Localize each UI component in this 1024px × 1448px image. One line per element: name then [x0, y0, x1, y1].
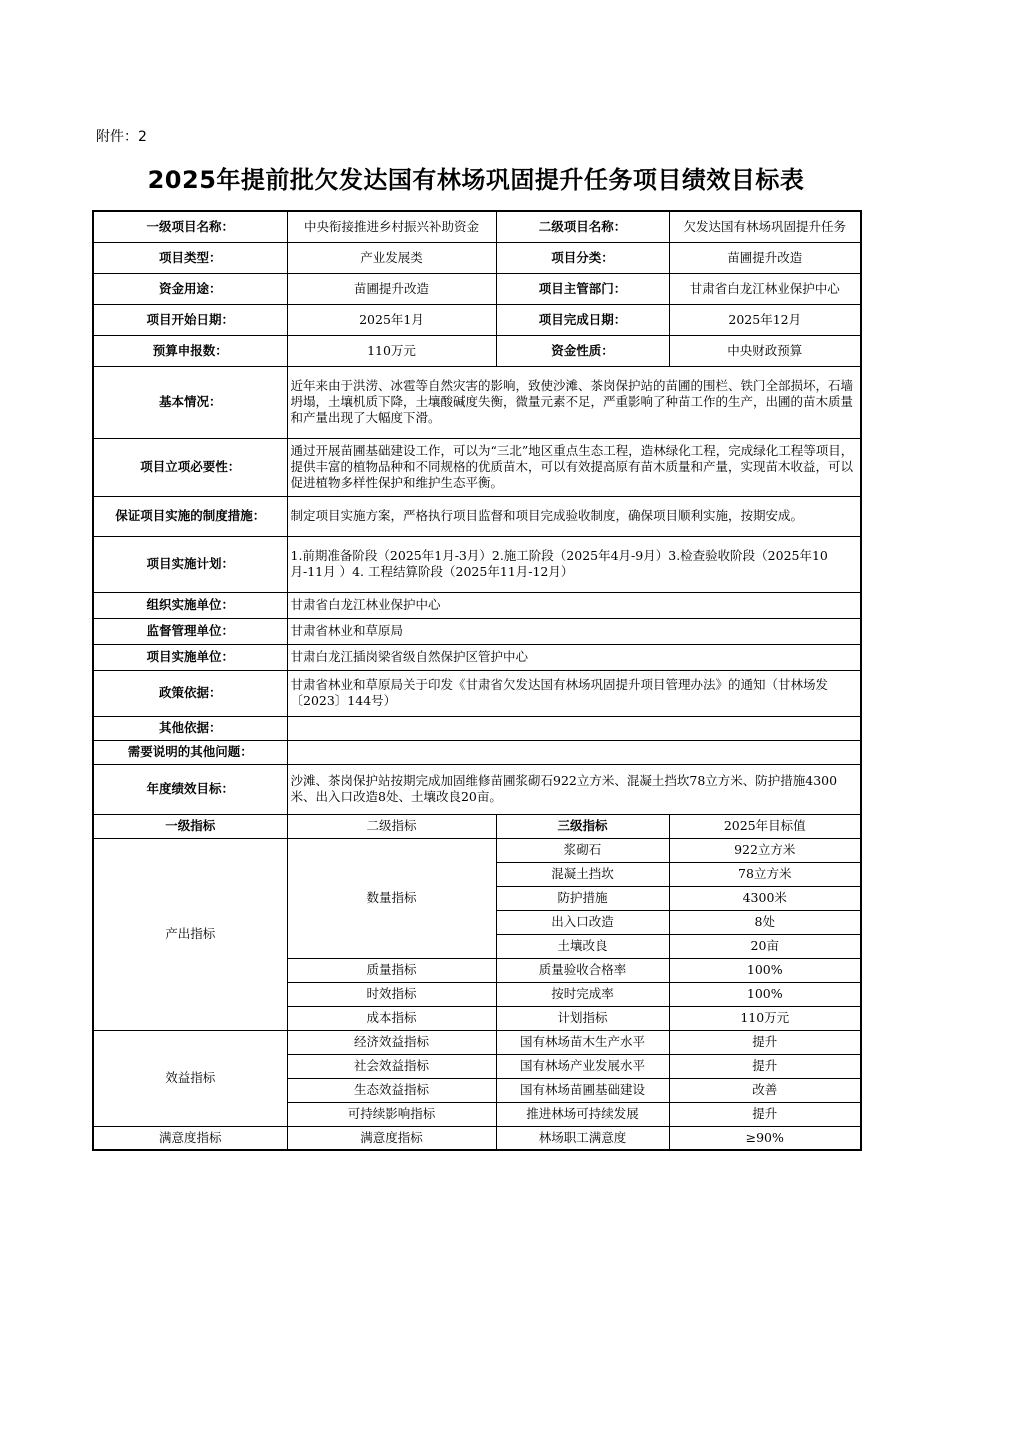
indicator-value: 提升	[669, 1102, 861, 1126]
output-indicator-label: 产出指标	[93, 838, 287, 1030]
performance-table	[92, 210, 862, 1151]
indicator-value: 100%	[669, 982, 861, 1006]
policy-label: 政策依据：	[93, 670, 287, 716]
annual-goal-label: 年度绩效目标：	[93, 764, 287, 814]
supervise-unit-value: 甘肃省林业和草原局	[287, 618, 861, 644]
basic-info-label: 基本情况：	[93, 366, 287, 438]
other-issues-value	[287, 740, 861, 764]
end-date-label: 项目完成日期：	[496, 304, 669, 335]
benefit-l2-label: 可持续影响指标	[287, 1102, 496, 1126]
fund-nature-label: 资金性质：	[496, 335, 669, 366]
fund-nature-value: 中央财政预算	[669, 335, 861, 366]
indicator-value: 改善	[669, 1078, 861, 1102]
other-issues-label: 需要说明的其他问题：	[93, 740, 287, 764]
org-unit-label: 组织实施单位：	[93, 592, 287, 618]
impl-unit-label: 项目实施单位：	[93, 644, 287, 670]
project-type-value: 产业发展类	[287, 242, 496, 273]
level2-name-value: 欠发达国有林场巩固提升任务	[669, 211, 861, 242]
indicator-value: 110万元	[669, 1006, 861, 1030]
indicator-name: 国有林场苗圃基础建设	[496, 1078, 669, 1102]
indicator-name: 浆砌石	[496, 838, 669, 862]
indicator-value: 78立方米	[669, 862, 861, 886]
quantity-indicator-label: 数量指标	[287, 838, 496, 958]
indicator-value: ≥90%	[669, 1126, 861, 1150]
indicator-name: 国有林场苗木生产水平	[496, 1030, 669, 1054]
indicator-value: 提升	[669, 1030, 861, 1054]
level1-name-value: 中央衔接推进乡村振兴补助资金	[287, 211, 496, 242]
cost-indicator-label: 成本指标	[287, 1006, 496, 1030]
other-basis-label: 其他依据：	[93, 716, 287, 740]
basic-info-value: 近年来由于洪涝、冰雹等自然灾害的影响，致使沙滩、茶岗保护站的苗圃的围栏、铁门全部损坏，石墙坍塌，土壤机质下降，土壤酸碱度失衡，微量元素不足，严重影响了种苗工作的生产，出圃的苗木质量和产量出现了大幅度下滑。	[287, 366, 861, 438]
indicator-name: 出入口改造	[496, 910, 669, 934]
indicator-name: 土壤改良	[496, 934, 669, 958]
indicator-value: 提升	[669, 1054, 861, 1078]
indicator-value: 4300米	[669, 886, 861, 910]
necessity-label: 项目立项必要性：	[93, 438, 287, 496]
indicator-value: 922立方米	[669, 838, 861, 862]
benefit-indicator-label: 效益指标	[93, 1030, 287, 1126]
annual-goal-value: 沙滩、茶岗保护站按期完成加固维修苗圃浆砌石922立方米、混凝土挡坎78立方米、防护措施4300米、出入口改造8处、土壤改良20亩。	[287, 764, 861, 814]
page-title: 2025年提前批欠发达国有林场巩固提升任务项目绩效目标表	[147, 166, 805, 194]
header-level2: 二级指标	[287, 814, 496, 838]
indicator-name: 质量验收合格率	[496, 958, 669, 982]
header-level1: 一级指标	[93, 814, 287, 838]
end-date-value: 2025年12月	[669, 304, 861, 335]
plan-value: 1.前期准备阶段（2025年1月-3月）2.施工阶段（2025年4月-9月）3.检查验收阶段（2025年10月-11月 ）4. 工程结算阶段（2025年11月-12月）	[287, 536, 861, 592]
dept-label: 项目主管部门：	[496, 273, 669, 304]
level1-name-label: 一级项目名称：	[93, 211, 287, 242]
policy-value: 甘肃省林业和草原局关于印发《甘肃省欠发达国有林场巩固提升项目管理办法》的通知（甘林场发〔2023〕144号）	[287, 670, 861, 716]
indicator-name: 推进林场可持续发展	[496, 1102, 669, 1126]
indicator-name: 混凝土挡坎	[496, 862, 669, 886]
header-target: 2025年目标值	[669, 814, 861, 838]
fund-usage-value: 苗圃提升改造	[287, 273, 496, 304]
indicator-name: 防护措施	[496, 886, 669, 910]
budget-value: 110万元	[287, 335, 496, 366]
supervise-unit-label: 监督管理单位：	[93, 618, 287, 644]
dept-value: 甘肃省白龙江林业保护中心	[669, 273, 861, 304]
benefit-l2-label: 社会效益指标	[287, 1054, 496, 1078]
project-type-label: 项目类型：	[93, 242, 287, 273]
timeliness-indicator-label: 时效指标	[287, 982, 496, 1006]
level2-name-label: 二级项目名称：	[496, 211, 669, 242]
quality-indicator-label: 质量指标	[287, 958, 496, 982]
other-basis-value	[287, 716, 861, 740]
indicator-value: 100%	[669, 958, 861, 982]
benefit-l2-label: 生态效益指标	[287, 1078, 496, 1102]
indicator-name: 林场职工满意度	[496, 1126, 669, 1150]
project-category-label: 项目分类：	[496, 242, 669, 273]
necessity-value: 通过开展苗圃基础建设工作，可以为“三北”地区重点生态工程，造林绿化工程，完成绿化工程等项目，提供丰富的植物品种和不同规格的优质苗木，可以有效提高原有苗木质量和产量，实现苗木收益，可以促进植物多样性保护和维护生态平衡。	[287, 438, 861, 496]
indicator-name: 国有林场产业发展水平	[496, 1054, 669, 1078]
header-level3: 三级指标	[496, 814, 669, 838]
budget-label: 预算申报数：	[93, 335, 287, 366]
satisfaction-l2-label: 满意度指标	[287, 1126, 496, 1150]
fund-usage-label: 资金用途：	[93, 273, 287, 304]
indicator-name: 按时完成率	[496, 982, 669, 1006]
impl-unit-value: 甘肃白龙江插岗梁省级自然保护区管护中心	[287, 644, 861, 670]
indicator-name: 计划指标	[496, 1006, 669, 1030]
project-category-value: 苗圃提升改造	[669, 242, 861, 273]
plan-label: 项目实施计划：	[93, 536, 287, 592]
benefit-l2-label: 经济效益指标	[287, 1030, 496, 1054]
indicator-value: 8处	[669, 910, 861, 934]
indicator-value: 20亩	[669, 934, 861, 958]
org-unit-value: 甘肃省白龙江林业保护中心	[287, 592, 861, 618]
measures-value: 制定项目实施方案，严格执行项目监督和项目完成验收制度，确保项目顺利实施，按期安成。	[287, 496, 861, 536]
satisfaction-l1-label: 满意度指标	[93, 1126, 287, 1150]
start-date-value: 2025年1月	[287, 304, 496, 335]
measures-label: 保证项目实施的制度措施：	[93, 496, 287, 536]
start-date-label: 项目开始日期：	[93, 304, 287, 335]
attachment-label: 附件：2	[96, 129, 147, 145]
